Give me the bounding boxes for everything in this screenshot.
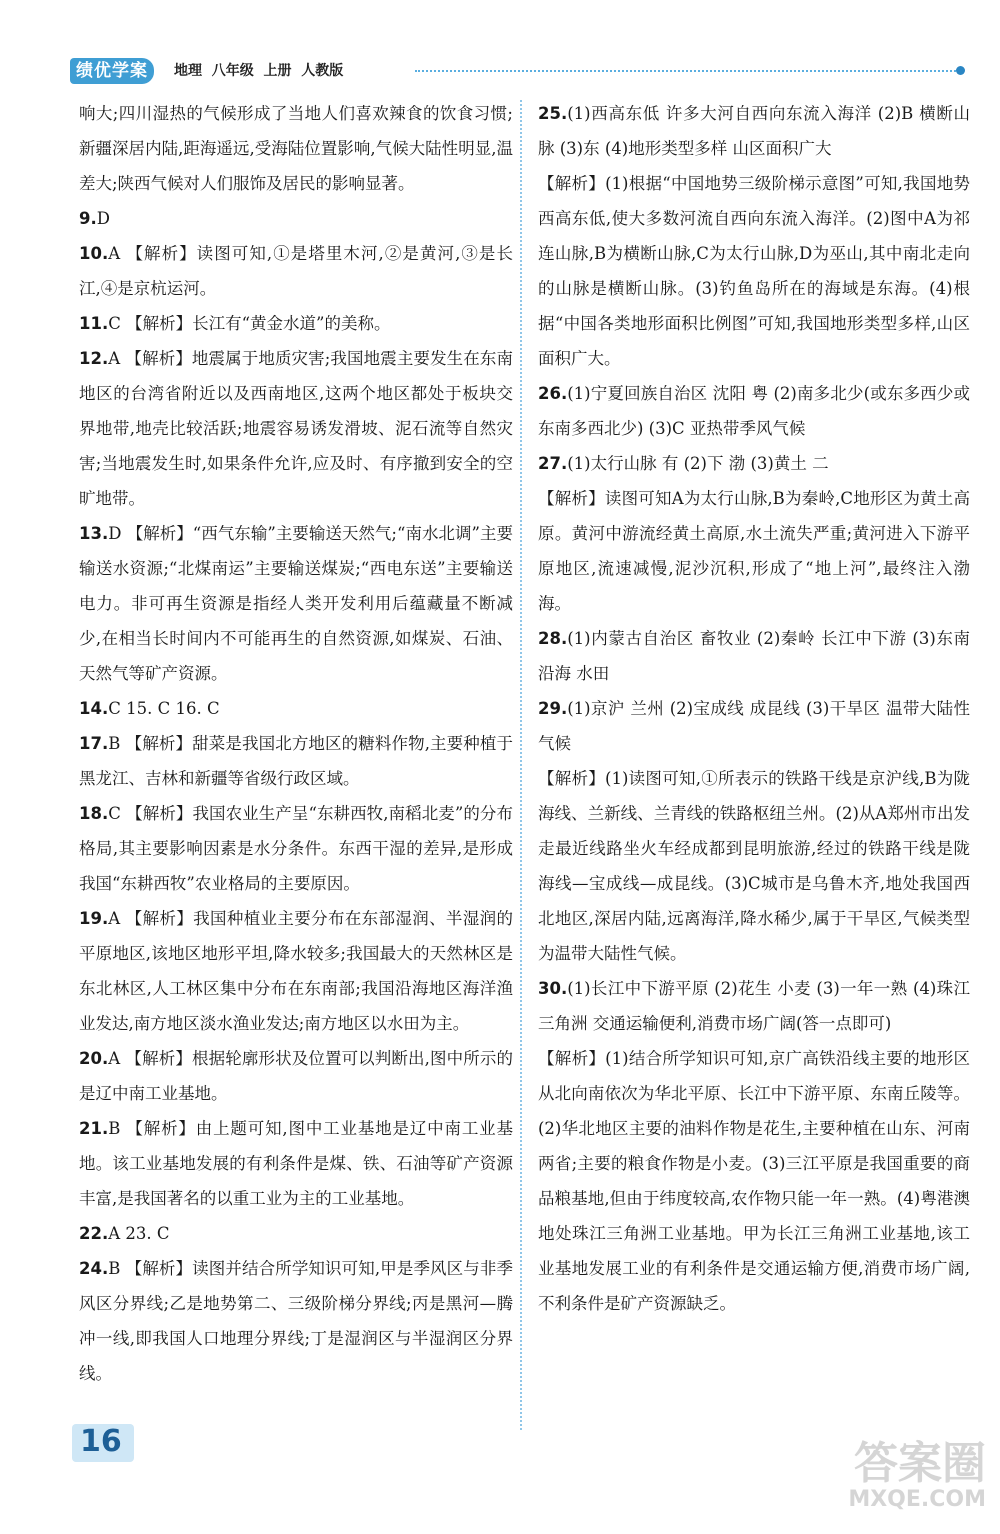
- analysis-text: 【解析】(1)根据“中国地势三级阶梯示意图”可知,我国地势西高东低,使大多数河流自西向东流入海洋。(2)图中A为祁连山脉,B为横断山脉,C为太行山脉,D为巫山,其中南北走向的山脉是横断山脉。(3)钓鱼岛所在的海域是东海。(4)根据“中国各类地形面积比例图”可知,我国地形类型多样,山区面积广大。: [538, 174, 970, 368]
- answer-line: [79, 1111, 513, 1216]
- question-number: 17.: [79, 734, 109, 753]
- answer-text: (1)太行山脉 有 (2)下 渤 (3)黄土 二: [567, 454, 829, 473]
- answer-item: [79, 341, 513, 516]
- question-number: 27.: [538, 454, 568, 473]
- analysis-text: 【解析】(1)结合所学知识可知,京广高铁沿线主要的地形区从北向南依次为华北平原、长江中下游平原、东南丘陵等。(2)华北地区主要的油料作物是花生,主要种植在山东、河南两省;主要的粮食作物是小麦。(3)三江平原是我国重要的商品粮基地,但由于纬度较高,农作物只能一年一熟。(4)粤港澳地处珠江三角洲工业基地。甲为长江三角洲工业基地,该工业基地发展工业的有利条件是交通运输方便,消费市场广阔,不利条件是矿产资源缺乏。: [538, 1049, 970, 1313]
- question-number: 26.: [538, 384, 568, 403]
- question-number: 19.: [79, 909, 109, 928]
- answer-text: A 【解析】根据轮廓形状及位置可以判断出,图中所示的是辽中南工业基地。: [79, 1049, 513, 1103]
- answer-line: [79, 691, 513, 726]
- answer-text: D 【解析】“西气东输”主要输送天然气;“南水北调”主要输送水资源;“北煤南运”主要输送煤炭;“西电东送”主要输送电力。非可再生资源是指经人类开发利用后蕴藏量不断减少,在相当长时间内不可能再生的自然资源,如煤炭、石油、天然气等矿产资源。: [79, 524, 513, 683]
- answer-item: [538, 971, 970, 1321]
- answer-line: [79, 516, 513, 691]
- answer-line: [79, 201, 513, 236]
- answer-line: [79, 1041, 513, 1111]
- question-number: 14.: [79, 699, 109, 718]
- answer-item: [79, 516, 513, 691]
- question-number: 12.: [79, 349, 109, 368]
- answer-line: [79, 1216, 513, 1251]
- column-divider: [520, 100, 522, 1430]
- answer-line: [79, 796, 513, 901]
- question-number: 21.: [79, 1119, 109, 1138]
- answer-line: [79, 96, 513, 201]
- answer-text: A 23. C: [108, 1224, 170, 1243]
- answer-text: B 【解析】读图并结合所学知识可知,甲是季风区与非季风区分界线;乙是地势第二、三级阶梯分界线;丙是黑河—腾冲一线,即我国人口地理分界线;丁是湿润区与半湿润区分界线。: [79, 1259, 513, 1383]
- answer-item: [79, 306, 513, 341]
- answer-text: (1)长江中下游平原 (2)花生 小麦 (3)一年一熟 (4)珠江三角洲 交通运输便利,消费市场广阔(答一点即可): [538, 979, 970, 1033]
- answer-text: A 【解析】我国种植业主要分布在东部湿润、半湿润的平原地区,该地区地形平坦,降水较多;我国最大的天然林区是东北林区,人工林区集中分布在东南部;我国沿海地区海洋渔业发达,南方地区淡水渔业发达;南方地区以水田为主。: [79, 909, 513, 1033]
- header-dotted-rule: [415, 70, 960, 72]
- answer-item: [538, 96, 970, 376]
- answer-text: (1)西高东低 许多大河自西向东流入海洋 (2)B 横断山脉 (3)东 (4)地形类型多样 山区面积广大: [538, 104, 970, 158]
- watermark: [816, 1440, 986, 1520]
- question-number: 11.: [79, 314, 109, 333]
- answer-item: [79, 901, 513, 1041]
- answer-item: [79, 1251, 513, 1391]
- question-number: 9.: [79, 209, 97, 228]
- answer-text: C 15. C 16. C: [108, 699, 220, 718]
- answer-text: (1)内蒙古自治区 畜牧业 (2)秦岭 长江中下游 (3)东南沿海 水田: [538, 629, 970, 683]
- answer-item: [538, 446, 970, 621]
- question-number: 24.: [79, 1259, 109, 1278]
- answer-item: [79, 1041, 513, 1111]
- answer-item: [79, 691, 513, 726]
- answer-line: [538, 376, 970, 446]
- answer-line: [538, 971, 970, 1041]
- answer-item: [79, 96, 513, 201]
- answer-line: [79, 901, 513, 1041]
- answer-item: [538, 691, 970, 971]
- left-answer-column: [79, 96, 513, 1391]
- analysis-text: 【解析】读图可知A为太行山脉,B为秦岭,C地形区为黄土高原。黄河中游流经黄土高原,水土流失严重;黄河进入下游平原地区,流速减慢,泥沙沉积,形成了“地上河”,最终注入渤海。: [538, 489, 970, 613]
- answer-text: (1)宁夏回族自治区 沈阳 粤 (2)南多北少(或东多西少或东南多西北少) (3)C 亚热带季风气候: [538, 384, 970, 438]
- header-dot-icon: [956, 66, 965, 75]
- right-answer-column: [538, 96, 970, 1321]
- page-header: [70, 58, 970, 88]
- answer-line: [79, 306, 513, 341]
- answer-line: [79, 1251, 513, 1391]
- answer-line: [79, 341, 513, 516]
- header-subtitle: 地理 八年级 上册 人教版: [174, 63, 344, 79]
- answer-line: [538, 96, 970, 166]
- watermark-url-text: MXQE.COM: [848, 1487, 986, 1512]
- answer-line: [79, 726, 513, 796]
- page-number: 16: [80, 1424, 122, 1459]
- answer-line: [538, 691, 970, 761]
- question-number: 30.: [538, 979, 568, 998]
- answer-text: (1)京沪 兰州 (2)宝成线 成昆线 (3)干旱区 温带大陆性气候: [538, 699, 970, 753]
- brand-logo: 绩优学案: [70, 58, 154, 84]
- answer-text: C 【解析】我国农业生产呈“东耕西牧,南稻北麦”的分布格局,其主要影响因素是水分条件。东西干湿的差异,是形成我国“东耕西牧”农业格局的主要原因。: [79, 804, 513, 893]
- answer-text: A 【解析】地震属于地质灾害;我国地震主要发生在东南地区的台湾省附近以及西南地区,这两个地区都处于板块交界地带,地壳比较活跃;地震容易诱发滑坡、泥石流等自然灾害;当地震发生时,如果条件允许,应及时、有序撤到安全的空旷地带。: [79, 349, 513, 508]
- answer-text: 响大;四川湿热的气候形成了当地人们喜欢辣食的饮食习惯;新疆深居内陆,距海遥远,受海陆位置影响,气候大陆性明显,温差大;陕西气候对人们服饰及居民的影响显著。: [79, 104, 513, 193]
- answer-line: [79, 236, 513, 306]
- answer-text: C 【解析】长江有“黄金水道”的美称。: [108, 314, 391, 333]
- question-number: 20.: [79, 1049, 109, 1068]
- question-number: 25.: [538, 104, 568, 123]
- answer-item: [538, 376, 970, 446]
- answer-text: B 【解析】甜菜是我国北方地区的糖料作物,主要种植于黑龙江、吉林和新疆等省级行政区域。: [79, 734, 513, 788]
- analysis-text: 【解析】(1)读图可知,①所表示的铁路干线是京沪线,B为陇海线、兰新线、兰青线的铁路枢纽兰州。(2)从A郑州市出发走最近线路坐火车经成都到昆明旅游,经过的铁路干线是陇海线—宝成线—成昆线。(3)C城市是乌鲁木齐,地处我国西北地区,深居内陆,远离海洋,降水稀少,属于干旱区,气候类型为温带大陆性气候。: [538, 769, 970, 963]
- answer-text: D: [96, 209, 110, 228]
- answer-item: [79, 201, 513, 236]
- answer-line: [538, 621, 970, 691]
- question-number: 22.: [79, 1224, 109, 1243]
- question-number: 28.: [538, 629, 568, 648]
- answer-item: [79, 236, 513, 306]
- answer-line: [538, 446, 970, 481]
- question-number: 29.: [538, 699, 568, 718]
- answer-item: [79, 726, 513, 796]
- answer-item: [538, 621, 970, 691]
- answer-item: [79, 1111, 513, 1216]
- question-number: 13.: [79, 524, 109, 543]
- answer-text: B 【解析】由上题可知,图中工业基地是辽中南工业基地。该工业基地发展的有利条件是煤、铁、石油等矿产资源丰富,是我国著名的以重工业为主的工业基地。: [79, 1119, 513, 1208]
- answer-item: [79, 796, 513, 901]
- answer-item: [79, 1216, 513, 1251]
- question-number: 10.: [79, 244, 109, 263]
- question-number: 18.: [79, 804, 109, 823]
- watermark-logo-text: 答案圈: [854, 1438, 986, 1489]
- answer-text: A 【解析】读图可知,①是塔里木河,②是黄河,③是长江,④是京杭运河。: [79, 244, 513, 298]
